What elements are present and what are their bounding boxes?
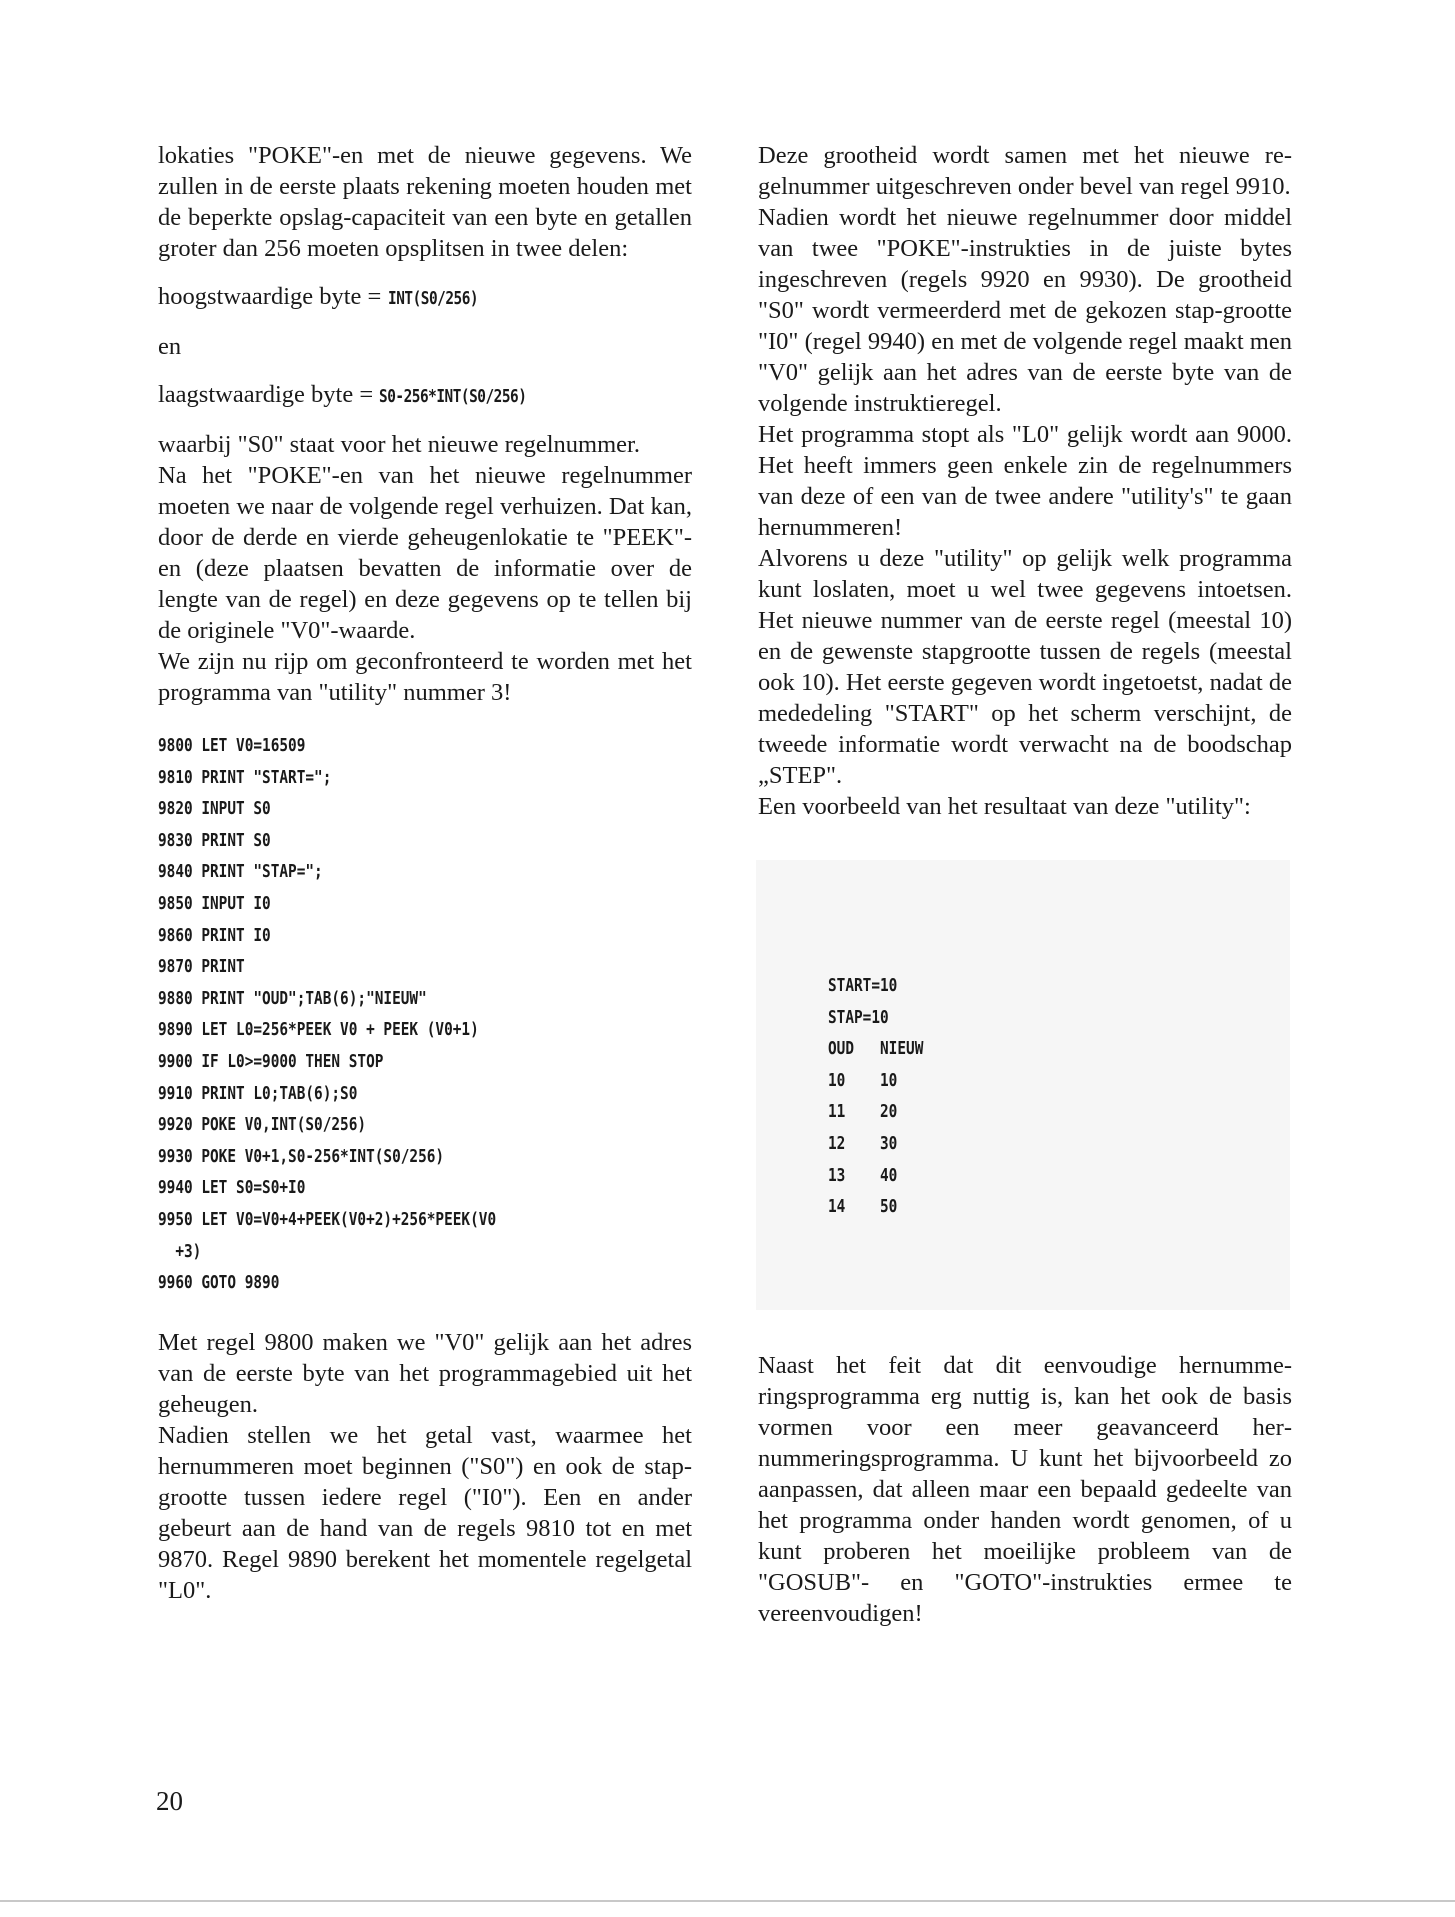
left-paragraph-2: waarbij "S0" staat voor het nieuwe regelnummer. — [158, 431, 640, 458]
output-line: OUD NIEUW — [828, 1038, 924, 1060]
output-line: 13 40 — [828, 1164, 898, 1186]
listing-line: 9890 LET L0=256*PEEK V0 + PEEK (V0+1) — [158, 1019, 479, 1041]
output-line: 14 50 — [828, 1196, 898, 1218]
output-line: START=10 — [828, 975, 898, 996]
formula-high-byte — [158, 281, 692, 314]
listing-line: 9940 LET S0=S0+I0 — [158, 1177, 306, 1199]
right-paragraph-6: Naast het feit dat dit eenvoudige hernummeringsprogramma erg nuttig is, kan het ook de basis vormen voor een meer geavanceerd hernummeringsprogramma. U kunt het bijvoorbeeld zo aanpassen, dat alleen maar een bepaald gedeelte van het programma onder handen wordt genomen, of u kunt proberen het moeilijke probleem van de "GOSUB"- en "GOTO"-instrukties ermee te vereenvoudigen! — [758, 1352, 1292, 1627]
left-paragraph-1: lokaties "POKE"-en met de nieuwe gegevens. We zullen in de eerste plaats rekening moeten houden met de beperkte opslag-capaciteit van een byte en getallen groter dan 256 moeten opsplitsen in twee delen: — [158, 142, 692, 262]
example-output-box — [756, 860, 1290, 1310]
right-paragraph-1: Deze grootheid wordt samen met het nieuwe regelnummer uitgeschreven onder bevel van regel 9910. — [758, 142, 1292, 200]
output-line: 11 20 — [828, 1101, 898, 1123]
listing-line: 9920 POKE V0,INT(S0/256) — [158, 1114, 367, 1136]
output-line: STAP=10 — [828, 1006, 889, 1028]
listing-line: 9820 INPUT S0 — [158, 798, 271, 820]
right-paragraph-2: Nadien wordt het nieuwe regelnummer door middel van twee "POKE"-instrukties in de juiste bytes ingeschreven (regels 9920 en 9930). De grootheid "S0" wordt vermeerderd met de gekozen stap-grootte "I0" (regel 9940) en met de volgende regel maakt men "V0" gelijk aan het adres van de eerste byte van de volgende instruktieregel. — [758, 204, 1292, 417]
listing-line: 9870 PRINT — [158, 956, 245, 978]
output-line: 12 30 — [828, 1132, 898, 1154]
formula-low-byte-label: laagstwaardige byte = — [158, 381, 380, 408]
listing-line: 9910 PRINT L0;TAB(6);S0 — [158, 1082, 358, 1104]
left-paragraph-3: Na het "POKE"-en van het nieuwe regelnummer moeten we naar de volgende regel verhuizen. Dat kan, door de derde en vierde geheugenlokatie te "PEEK"-en (deze plaatsen bevatten de informatie over de lengte van de regel) en deze gegevens op te tellen bij de originele "V0"-waarde. — [158, 462, 692, 644]
left-paragraph-6: Nadien stellen we het getal vast, waarmee het hernummeren moet beginnen ("S0") en ook de stap-grootte tussen iedere regel ("I0"). Een en ander gebeurt aan de hand van de regels 9810 tot en met 9870. Regel 9890 berekent het momentele regelgetal "L0". — [158, 1421, 692, 1604]
formula-connector: en — [158, 333, 182, 360]
listing-line: 9950 LET V0=V0+4+PEEK(V0+2)+256*PEEK(V0 — [158, 1208, 497, 1230]
formula-low-byte-code: S0-256*INT(S0/256) — [379, 386, 527, 407]
listing-line: 9800 LET V0=16509 — [158, 735, 306, 756]
example-output — [828, 970, 923, 1223]
program-listing — [158, 730, 585, 1299]
bottom-rule — [0, 1900, 1455, 1902]
listing-line: 9840 PRINT "STAP="; — [158, 861, 323, 883]
left-column — [158, 140, 692, 1606]
right-paragraph-5: Een voorbeeld van het resultaat van deze "utility": — [758, 793, 1251, 820]
left-paragraph-4: We zijn nu rijp om geconfronteerd te worden met het programma van "utility" nummer 3! — [158, 648, 692, 706]
formula-high-byte-label: hoogstwaardige byte = — [158, 283, 388, 310]
listing-line: +3) — [158, 1240, 202, 1262]
listing-line: 9860 PRINT I0 — [158, 924, 271, 946]
listing-line: 9810 PRINT "START="; — [158, 766, 332, 788]
listing-line: 9960 GOTO 9890 — [158, 1272, 280, 1294]
listing-line: 9830 PRINT S0 — [158, 829, 271, 851]
page-number: 20 — [156, 1786, 183, 1816]
output-line: 10 10 — [828, 1069, 898, 1091]
formula-high-byte-code: INT(S0/256) — [387, 288, 478, 309]
right-paragraph-3: Het programma stopt als "L0" gelijk wordt aan 9000. Het heeft immers geen enkele zin de regelnummers van deze of een van de twee andere "utility's" te gaan hernummeren! — [758, 421, 1292, 541]
listing-line: 9850 INPUT I0 — [158, 892, 271, 914]
right-paragraph-4: Alvorens u deze "utility" op gelijk welk programma kunt loslaten, moet u wel twee gegevens intoetsen. Het nieuwe nummer van de eerste regel (meestal 10) en de gewenste stapgrootte tussen de regels (meestal ook 10). Het eerste gegeven wordt ingetoetst, nadat de mededeling "START" op het scherm verschijnt, de tweede informatie wordt verwacht na de boodschap „STEP". — [758, 545, 1292, 789]
listing-line: 9900 IF L0>=9000 THEN STOP — [158, 1050, 384, 1072]
listing-line: 9930 POKE V0+1,S0-256*INT(S0/256) — [158, 1145, 445, 1167]
left-paragraph-5: Met regel 9800 maken we "V0" gelijk aan het adres van de eerste byte van het programmagebied uit het geheugen. — [158, 1328, 692, 1418]
formula-low-byte — [158, 379, 692, 412]
right-column — [758, 140, 1292, 1629]
listing-line: 9880 PRINT "OUD";TAB(6);"NIEUW" — [158, 987, 427, 1009]
